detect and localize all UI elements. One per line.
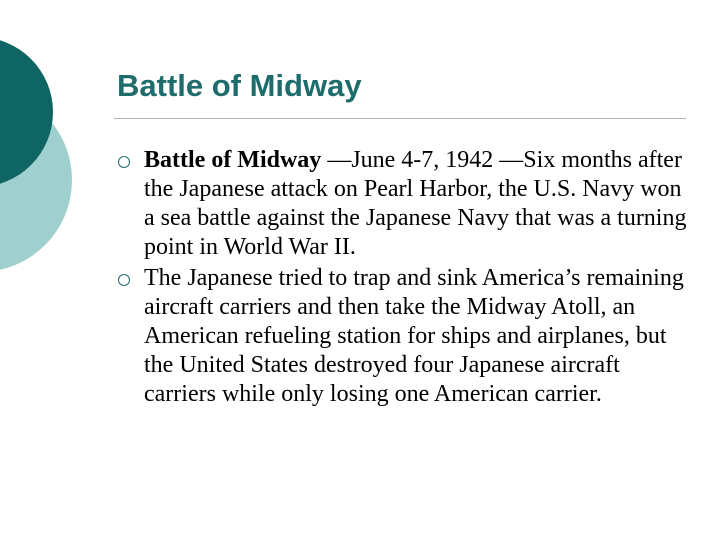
slide-title: Battle of Midway bbox=[117, 68, 362, 103]
bullet-term: Battle of Midway bbox=[144, 147, 322, 173]
bullet-text: The Japanese tried to trap and sink America’s remaining aircraft carriers and then take the Midway Atoll, an American refueling station for ships and airplanes, but the United States destroyed four Japanese aircraft carriers while only losing one American carrier. bbox=[144, 265, 684, 407]
bullet-item bbox=[117, 146, 687, 262]
title-divider bbox=[114, 118, 686, 119]
bullet-item bbox=[117, 264, 687, 409]
circle-bullet-icon bbox=[118, 274, 130, 286]
bullet-list bbox=[117, 146, 687, 409]
bullet-text: —June 4-7, 1942 —Six months after the Japanese attack on Pearl Harbor, the U.S. Navy won a sea battle against the Japanese Navy that was a turning point in World War II. bbox=[144, 147, 687, 260]
circle-bullet-icon bbox=[118, 156, 130, 168]
